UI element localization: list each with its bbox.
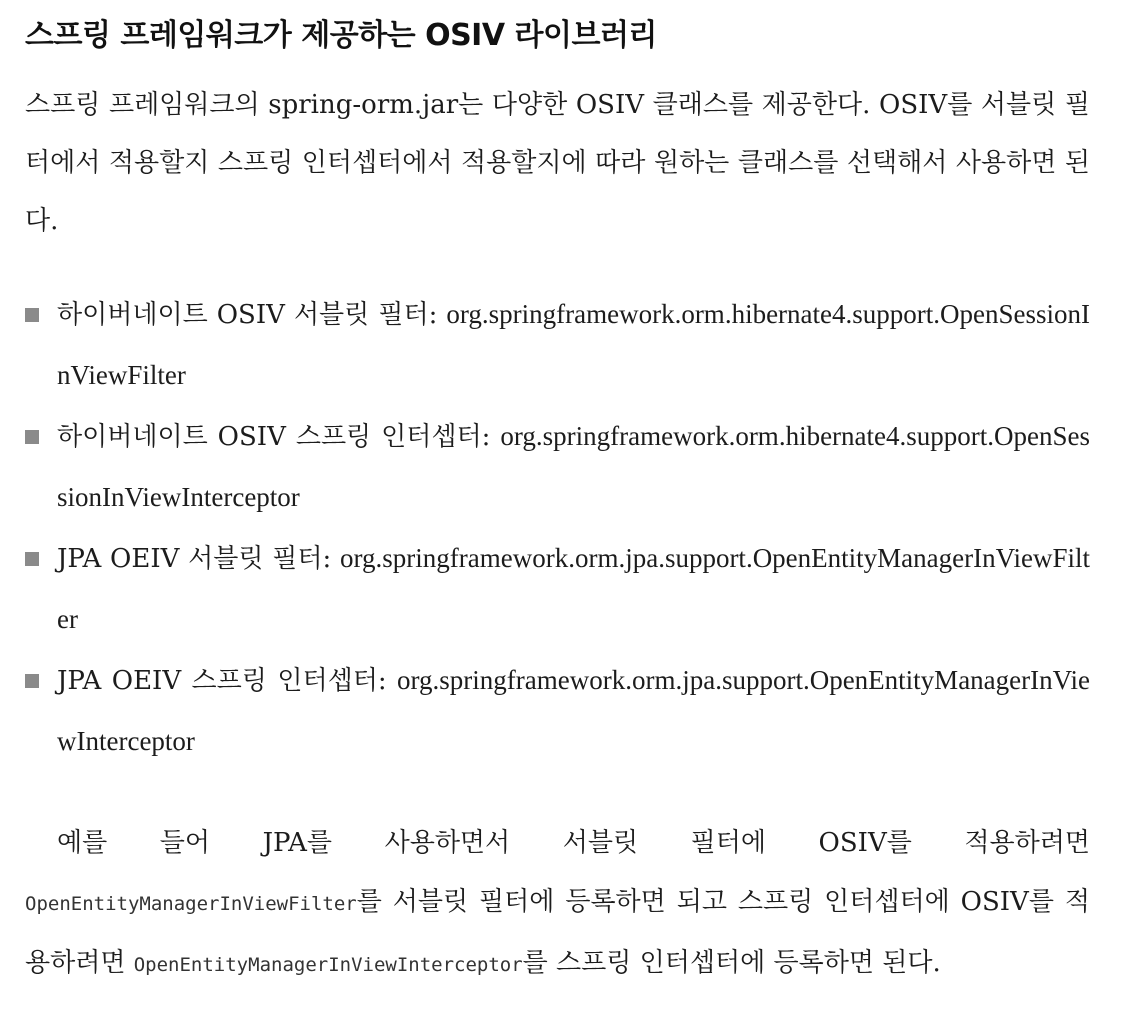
example-text-part-3: 를 스프링 인터셉터에 등록하면 된다. — [522, 948, 941, 978]
list-item — [25, 528, 1090, 650]
list-item — [25, 284, 1090, 406]
bullet-square-icon — [25, 552, 39, 566]
list-item-label: 하이버네이트 OSIV 서블릿 필터: — [57, 300, 447, 330]
list-item-label: 하이버네이트 OSIV 스프링 인터셉터: — [57, 422, 501, 452]
bullet-square-icon — [25, 430, 39, 444]
list-item-label: JPA OEIV 스프링 인터셉터: — [57, 666, 398, 696]
example-text-part-1: 예를 들어 JPA를 사용하면서 서블릿 필터에 OSIV를 적용하려면 — [57, 828, 1090, 858]
document-page — [25, 0, 1090, 995]
example-paragraph — [25, 814, 1090, 995]
inline-code-filter: OpenEntityManagerInViewFilter — [25, 893, 357, 915]
list-item-class-name: org.springframework.orm.hibernate4.support.OpenSessionInViewInterceptor — [57, 421, 1090, 512]
bullet-square-icon — [25, 674, 39, 688]
list-item-label: JPA OEIV 서블릿 필터: — [57, 544, 341, 574]
example-text-part-2: 를 서블릿 필터에 등록하면 되고 스프링 인터셉터에 OSIV를 적용하려면 — [25, 887, 1090, 978]
list-item-class-name: org.springframework.orm.jpa.support.OpenEntityManagerInViewInterceptor — [57, 665, 1090, 756]
section-heading: 스프링 프레임워크가 제공하는 OSIV 라이브러리 — [25, 18, 657, 53]
osiv-class-list — [25, 284, 1090, 772]
bullet-square-icon — [25, 308, 39, 322]
intro-paragraph: 스프링 프레임워크의 spring-orm.jar는 다양한 OSIV 클래스를 제공한다. OSIV를 서블릿 필터에서 적용할지 스프링 인터셉터에서 적용할지에 따라 원하는 클래스를 선택해서 사용하면 된다. — [25, 90, 1090, 236]
inline-code-interceptor: OpenEntityManagerInViewInterceptor — [133, 954, 523, 976]
list-item-class-name: org.springframework.orm.jpa.support.OpenEntityManagerInViewFilter — [57, 543, 1090, 634]
list-item-class-name: org.springframework.orm.hibernate4.support.OpenSessionInViewFilter — [57, 299, 1090, 390]
list-item — [25, 406, 1090, 528]
list-item — [25, 650, 1090, 772]
